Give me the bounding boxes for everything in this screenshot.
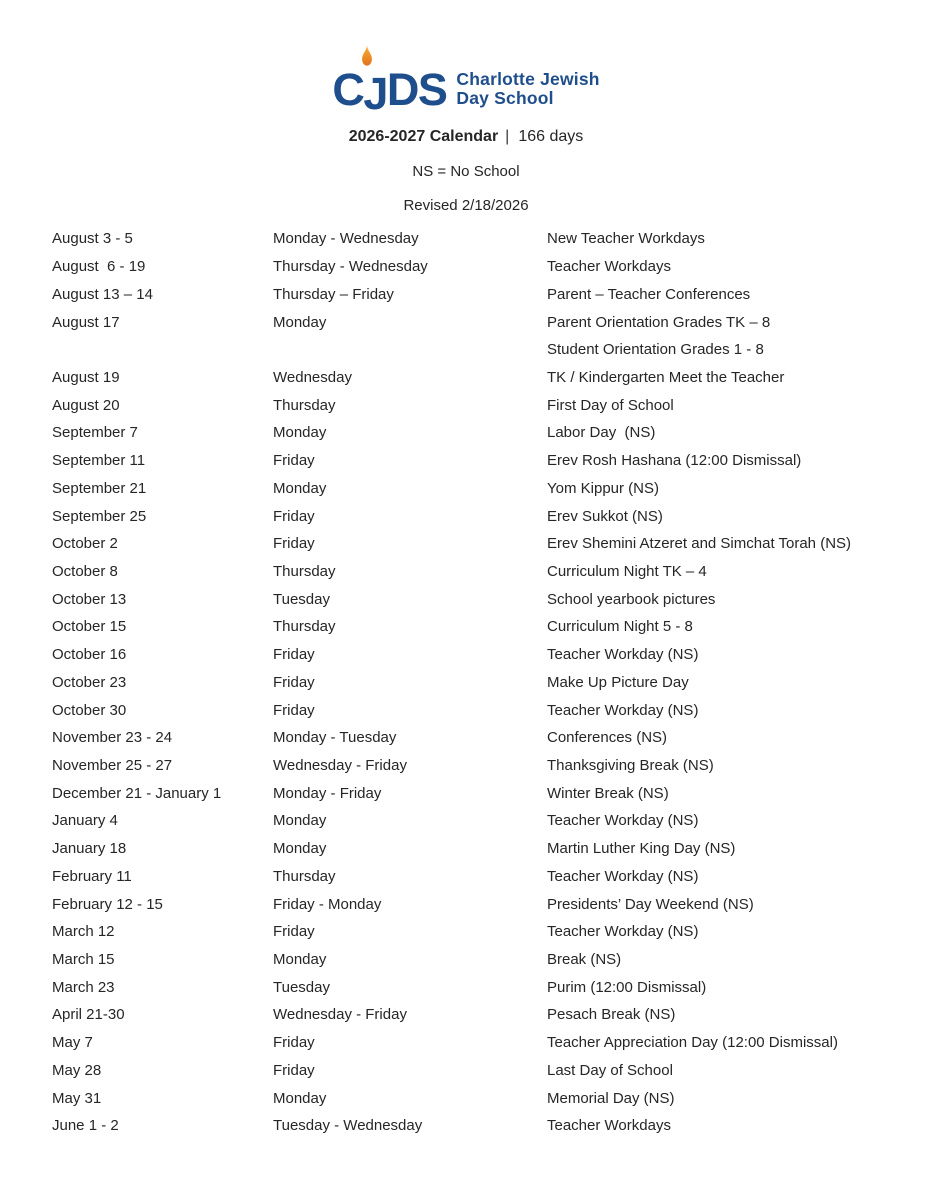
school-name (456, 70, 599, 109)
event-cell: Teacher Workdays (547, 1117, 671, 1135)
date-cell: January 18 (52, 840, 127, 858)
flame-icon (360, 45, 374, 66)
date-cell: September 11 (52, 452, 146, 470)
day-cell: Tuesday - Wednesday (273, 1117, 423, 1135)
date-cell: April 21-30 (52, 1006, 125, 1024)
event-cell: Teacher Workday (NS) (547, 812, 699, 830)
day-cell: Friday (273, 646, 315, 664)
table-row (52, 474, 912, 502)
day-cell: Thursday – Friday (273, 285, 394, 303)
date-cell: March 12 (52, 923, 115, 941)
day-cell: Monday (273, 1089, 327, 1107)
table-row (52, 558, 912, 586)
school-name-line1: Charlotte Jewish (456, 68, 600, 89)
school-logo (0, 46, 932, 119)
date-cell: August 6 - 19 (52, 258, 146, 276)
day-cell: Friday (273, 701, 315, 719)
event-cell: Presidents’ Day Weekend (NS) (547, 895, 754, 913)
event-cell: Teacher Workday (NS) (547, 701, 699, 719)
date-cell: October 23 (52, 673, 127, 691)
ns-legend: NS = No School (412, 162, 520, 180)
table-row (52, 724, 912, 752)
day-cell: Friday (273, 673, 315, 691)
day-cell: Monday - Tuesday (273, 729, 397, 747)
event-cell: Conferences (NS) (547, 729, 668, 747)
table-row (52, 280, 912, 308)
event-cell: Student Orientation Grades 1 - 8 (547, 341, 764, 359)
table-row (52, 1001, 912, 1029)
day-cell: Wednesday (273, 368, 352, 386)
date-cell: May 31 (52, 1089, 102, 1107)
day-cell: Monday (273, 840, 327, 858)
revised-date: Revised 2/18/2026 (403, 196, 529, 214)
table-row (52, 308, 912, 336)
table-row (52, 641, 912, 669)
event-cell: Parent – Teacher Conferences (547, 285, 751, 303)
event-cell: School yearbook pictures (547, 590, 716, 608)
day-cell: Monday - Wednesday (273, 230, 419, 248)
event-cell: Purim (12:00 Dismissal) (547, 978, 707, 996)
event-cell: Labor Day (NS) (547, 424, 656, 442)
table-row (52, 336, 912, 364)
date-cell: March 23 (52, 978, 115, 996)
date-cell: October 15 (52, 618, 127, 636)
logo-acronym (332, 47, 447, 119)
day-cell: Friday - Monday (273, 895, 382, 913)
day-cell: Monday (273, 479, 327, 497)
day-cell: Monday - Friday (273, 784, 382, 802)
event-cell: Winter Break (NS) (547, 784, 669, 802)
day-cell: Thursday (273, 562, 336, 580)
event-cell: Thanksgiving Break (NS) (547, 757, 714, 775)
date-cell: October 8 (52, 562, 118, 580)
day-cell: Tuesday (273, 978, 330, 996)
day-cell: Friday (273, 507, 315, 525)
logo-letter-c: C (332, 64, 364, 115)
event-cell: Memorial Day (NS) (547, 1089, 675, 1107)
event-cell: Pesach Break (NS) (547, 1006, 676, 1024)
date-cell: March 15 (52, 951, 115, 969)
event-cell: Curriculum Night TK – 4 (547, 562, 707, 580)
table-row (52, 1029, 912, 1057)
event-cell: Teacher Workday (NS) (547, 923, 699, 941)
table-row (52, 391, 912, 419)
date-cell: February 12 - 15 (52, 895, 163, 913)
calendar-title: 2026-2027 Calendar (348, 128, 499, 145)
event-cell: TK / Kindergarten Meet the Teacher (547, 368, 785, 386)
table-row (52, 890, 912, 918)
day-cell: Friday (273, 1061, 315, 1079)
event-cell: Erev Rosh Hashana (12:00 Dismissal) (547, 452, 802, 470)
table-row (52, 946, 912, 974)
date-cell: December 21 - January 1 (52, 784, 222, 802)
event-cell: Teacher Workdays (547, 258, 671, 276)
date-cell: February 11 (52, 867, 132, 885)
event-cell: Teacher Workday (NS) (547, 867, 699, 885)
school-name-line2: Day School (456, 88, 554, 109)
event-cell: Make Up Picture Day (547, 673, 689, 691)
event-cell: Break (NS) (547, 951, 622, 969)
date-cell: May 28 (52, 1061, 102, 1079)
table-row (52, 613, 912, 641)
date-cell: October 30 (52, 701, 127, 719)
logo-letters-ds: DS (386, 64, 447, 115)
logo-letter-j: J (363, 68, 387, 119)
day-cell: Monday (273, 812, 327, 830)
event-cell: Erev Shemini Atzeret and Simchat Torah (NS) (547, 535, 852, 553)
event-cell: First Day of School (547, 396, 674, 414)
table-row (52, 807, 912, 835)
day-cell: Wednesday - Friday (273, 1006, 407, 1024)
day-cell: Wednesday - Friday (273, 757, 407, 775)
day-cell: Tuesday (273, 590, 330, 608)
table-row (52, 419, 912, 447)
table-row (52, 669, 912, 697)
event-cell: Last Day of School (547, 1061, 673, 1079)
event-cell: Parent Orientation Grades TK – 8 (547, 313, 771, 331)
table-row (52, 973, 912, 1001)
date-cell: November 23 - 24 (52, 729, 173, 747)
table-row (52, 696, 912, 724)
date-cell: October 13 (52, 590, 127, 608)
event-cell: Yom Kippur (NS) (547, 479, 659, 497)
document-header (0, 0, 932, 222)
calendar-title-line (0, 120, 932, 154)
table-row (52, 863, 912, 891)
table-row (52, 225, 912, 253)
table-row (52, 447, 912, 475)
table-row (52, 1084, 912, 1112)
title-separator-bar: | (505, 128, 510, 145)
table-row (52, 585, 912, 613)
table-row (52, 530, 912, 558)
event-cell: Curriculum Night 5 - 8 (547, 618, 693, 636)
date-cell: June 1 - 2 (52, 1117, 119, 1135)
date-cell: August 19 (52, 368, 120, 386)
event-cell: New Teacher Workdays (547, 230, 705, 248)
date-cell: May 7 (52, 1034, 93, 1052)
date-cell: August 3 - 5 (52, 230, 133, 248)
event-cell: Teacher Appreciation Day (12:00 Dismissal) (547, 1034, 838, 1052)
date-cell: August 17 (52, 313, 120, 331)
date-cell: September 25 (52, 507, 147, 525)
table-row (52, 752, 912, 780)
day-cell: Friday (273, 923, 315, 941)
day-cell: Monday (273, 951, 327, 969)
date-cell: September 7 (52, 424, 138, 442)
date-cell: August 20 (52, 396, 120, 414)
date-cell: September 21 (52, 479, 147, 497)
school-days-count: 166 days (518, 128, 584, 145)
day-cell: Friday (273, 535, 315, 553)
date-cell: November 25 - 27 (52, 757, 173, 775)
date-cell: January 4 (52, 812, 118, 830)
table-row (52, 835, 912, 863)
event-cell: Teacher Workday (NS) (547, 646, 699, 664)
day-cell: Thursday (273, 867, 336, 885)
table-row (52, 1112, 912, 1140)
table-row (52, 918, 912, 946)
day-cell: Monday (273, 424, 327, 442)
table-row (52, 779, 912, 807)
table-row (52, 253, 912, 281)
day-cell: Thursday - Wednesday (273, 258, 428, 276)
date-cell: October 2 (52, 535, 118, 553)
day-cell: Friday (273, 1034, 315, 1052)
day-cell: Monday (273, 313, 327, 331)
calendar-table (0, 225, 932, 1140)
table-row (52, 364, 912, 392)
day-cell: Thursday (273, 618, 336, 636)
date-cell: August 13 – 14 (52, 285, 153, 303)
date-cell: October 16 (52, 646, 127, 664)
event-cell: Erev Sukkot (NS) (547, 507, 663, 525)
day-cell: Thursday (273, 396, 336, 414)
event-cell: Martin Luther King Day (NS) (547, 840, 736, 858)
day-cell: Friday (273, 452, 315, 470)
table-row (52, 1057, 912, 1085)
table-row (52, 502, 912, 530)
